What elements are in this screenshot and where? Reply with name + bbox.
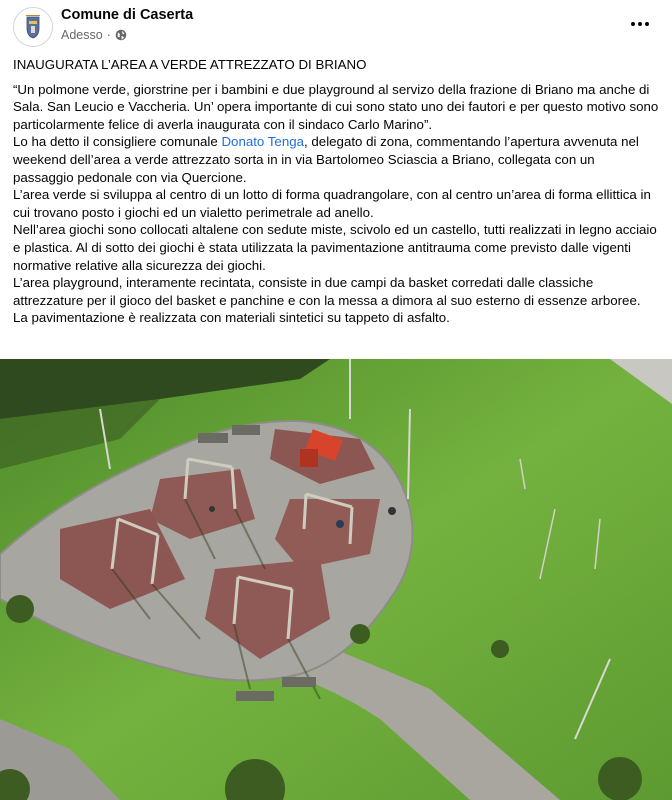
aerial-park-image bbox=[0, 359, 672, 800]
coat-of-arms-logo bbox=[14, 8, 52, 46]
attribution-text-after: , delegato di zona, commentando l’apertura avvenuta nel weekend dell’area a verde attrezzato sorta in in via Bartolomeo Sciascia a Briano, collegata con un passaggio pedonale con via Quercione. bbox=[13, 134, 639, 185]
paragraph-area-layout: L’area verde si sviluppa al centro di un lotto di forma quadrangolare, con al centro un’area di forma ellittica in cui trovano posto i giochi ed un vialetto perimetrale ad anello. bbox=[13, 187, 651, 220]
paragraph-quote: “Un polmone verde, giorstrine per i bambini e due playground al servizo della frazione di Briano ma anche di Sala. San Leucio e Vaccheria. Un’ opera importante di cui sono stato uno dei fautori e per questo motivo sono particolarmente felice di averla inaugurata con il sindaco Carlo Marino”. bbox=[13, 81, 659, 132]
meta-separator: · bbox=[106, 28, 111, 42]
post-photo[interactable] bbox=[0, 359, 672, 800]
mention-link-donato-tenga[interactable]: Donato Tenga bbox=[221, 134, 305, 150]
page-name-link[interactable]: Comune di Caserta bbox=[61, 7, 194, 23]
globe-icon[interactable] bbox=[115, 29, 127, 41]
post-meta bbox=[61, 28, 127, 42]
paragraph-attribution bbox=[13, 133, 659, 186]
more-options-icon[interactable] bbox=[628, 14, 652, 34]
post-title: INAUGURATA L’AREA A VERDE ATTREZZATO DI BRIANO bbox=[13, 57, 367, 72]
attribution-text-before: Lo ha detto il consigliere comunale bbox=[13, 134, 222, 150]
post-timestamp[interactable]: Adesso bbox=[61, 28, 103, 42]
paragraph-play-area: Nell’area giochi sono collocati altalene con sedute miste, scivolo ed un castello, tutti realizzati in legno acciaio e plastica. Al di sotto dei giochi è stata utilizzata la pavimentazione antitrauma come previsto dalle vigenti normative relative alla sicurezza dei giochi. bbox=[13, 222, 657, 273]
post-body bbox=[13, 56, 659, 327]
page-avatar[interactable] bbox=[13, 7, 53, 47]
post-header bbox=[0, 0, 672, 52]
paragraph-playground: L’area playground, interamente recintata, consiste in due campi da basket corredati dalle classiche attrezzature per il gioco del basket e panchine e con la messa a dimora al suo esterno di essenze arboree. La pavimentazione è realizzata con materiali sintetici su tappeto di asfalto. bbox=[13, 275, 641, 326]
